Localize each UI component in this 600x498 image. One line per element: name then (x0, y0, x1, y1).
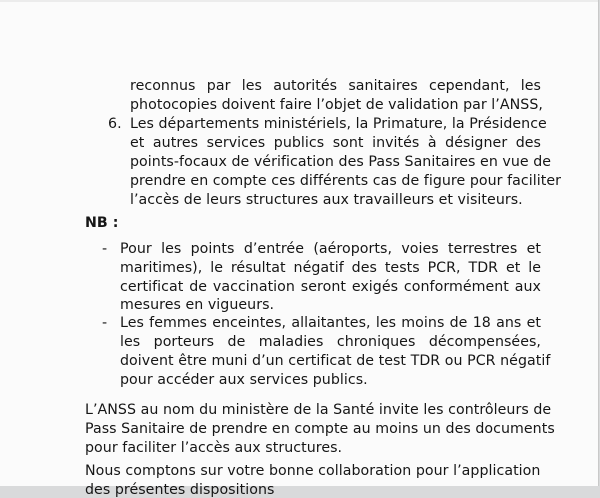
paragraph2-line-1: Nous comptons sur votre bonne collaboration pour l’application (85, 463, 541, 479)
item6-line-4: prendre en compte ces différents cas de figure pour faciliter (130, 173, 561, 189)
bullet2-line-3: doivent être muni d’un certificat de test TDR ou PCR négatif (120, 353, 551, 369)
bullet1-line-2: maritimes), le résultat négatif des tests PCR, TDR et le (120, 260, 541, 276)
nb-heading: NB : (85, 215, 119, 231)
bullet1-line-4: mesures en vigueurs. (120, 297, 275, 313)
continuation-line-2: photocopies doivent faire l’objet de validation par l’ANSS, (130, 97, 543, 113)
paragraph1-line-3: pour faciliter l’accès aux structures. (85, 440, 343, 456)
bullet-marker-1: - (102, 241, 108, 257)
item6-line-2: et autres services publics sont invités à désigner des (130, 135, 541, 151)
item6-line-1: Les départements ministériels, la Primature, la Présidence (130, 116, 547, 132)
item6-line-3: points-focaux de vérification des Pass Sanitaires en vue de (130, 154, 552, 170)
page-edge (0, 0, 598, 2)
bullet2-line-2: les porteurs de maladies chroniques décompensées, (120, 334, 541, 350)
continuation-line-1: reconnus par les autorités sanitaires cependant, les (130, 78, 541, 94)
list-number-6: 6. (108, 116, 122, 132)
item6-line-5: l’accès de leurs structures aux travailleurs et visiteurs. (130, 192, 523, 208)
paragraph1-line-2: Pass Sanitaire de prendre en compte au moins un des documents (85, 421, 555, 437)
bullet1-line-3: certificat de vaccination seront exigés conformément aux (120, 279, 541, 295)
bullet1-line-1: Pour les points d’entrée (aéroports, voies terrestres et (120, 241, 541, 257)
paragraph2-line-2: des présentes dispositions (85, 482, 275, 498)
paragraph1-line-1: L’ANSS au nom du ministère de la Santé invite les contrôleurs de (85, 402, 552, 418)
bullet-marker-2: - (102, 315, 108, 331)
bullet2-line-4: pour accéder aux services publics. (120, 372, 368, 388)
bullet2-line-1: Les femmes enceintes, allaitantes, les moins de 18 ans et (120, 315, 541, 331)
